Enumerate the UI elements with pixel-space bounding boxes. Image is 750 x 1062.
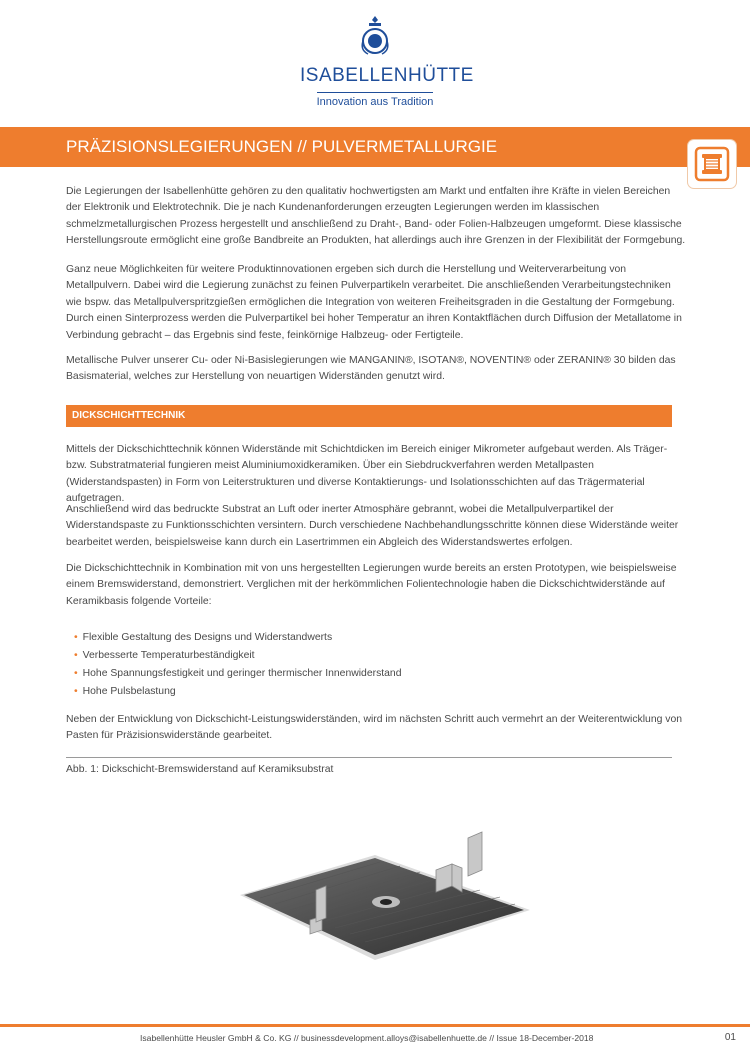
crest-icon	[358, 14, 392, 58]
bullet-icon: •	[74, 686, 78, 697]
list-item	[74, 647, 401, 665]
company-logo	[300, 14, 474, 110]
bullet-icon: •	[74, 668, 78, 679]
page-banner	[0, 127, 750, 167]
footer-divider	[0, 1024, 750, 1027]
intro-paragraph-3: Metallische Pulver unserer Cu- oder Ni-Basislegierungen wie MANGANIN®, ISOTAN®, NOVENTIN® oder ZERANIN® 30 bilden das Basismaterial, welches zur Herstellung von neuartigen Widerständen genutzt wird.	[66, 355, 676, 383]
brand-name: ISABELLENHÜTTE	[300, 65, 474, 86]
page-number: 01	[724, 1032, 736, 1043]
intro-paragraph-2: Ganz neue Möglichkeiten für weitere Produktinnovationen ergeben sich durch die Herstellung und Weiterverarbeitung von Metallpulvern. Dabei wird die Legierung zunächst zu feinen Pulverpartikeln verarbeitet. Die anschließenden Verarbeitungstechniken wie bspw. das Metallpulverspritzgießen ermöglichen die Integration von weiteren Freiheitsgraden in die Gestaltung der Formgebung. Durch einen Sinterprozess werden die Pulverpartikel bei hoher Temperatur an ihren Kontaktflächen durch Diffusion der Metallatome in Verbindung gebracht – das Ergebnis sind feste, feinkörnige Halbzeug- oder Fertigteile.	[66, 264, 682, 341]
list-item	[74, 629, 401, 647]
section-paragraph-3: Die Dickschichttechnik in Kombination mit von uns hergestellten Legierungen wurde bereits an ersten Prototypen, wie beispielsweise einem Bremswiderstand, demonstriert. Verglichen mit der herkömmlichen Folientechnologie haben die Dickschichtwiderstände auf Keramikbasis folgende Vorteile:	[66, 563, 677, 607]
figure-caption: Abb. 1: Dickschicht-Bremswiderstand auf Keramiksubstrat	[66, 764, 334, 775]
divider	[66, 757, 672, 758]
section-paragraph-1: Mittels der Dickschichttechnik können Widerstände mit Schichtdicken im Bereich einiger Mikrometer aufgebaut werden. Als Träger- bzw. Substratmaterial fungieren meist Aluminiumoxidkeramiken. Über ein Siebdruckverfahren werden Metallpasten (Widerstandspasten) in Form von Leiterstrukturen und diverse Kontaktierungs- und Isolationsschichten auf das Trägermaterial aufgetragen.	[66, 444, 668, 505]
resistor-photo	[200, 800, 560, 980]
banner-icon-box	[688, 140, 736, 188]
bullet-icon: •	[74, 650, 78, 661]
wire-spool-icon	[688, 140, 736, 188]
section-paragraph-4: Neben der Entwicklung von Dickschicht-Leistungswiderständen, wird im nächsten Schritt auch vermehrt an der Weiterentwicklung von Pasten für Präzisionswiderstände gearbeitet.	[66, 714, 683, 742]
brand-tagline: Innovation aus Tradition	[317, 92, 434, 108]
section-title: DICKSCHICHTTECHNIK	[72, 410, 186, 421]
list-item-text: Hohe Spannungsfestigkeit und geringer thermischer Innenwiderstand	[82, 668, 402, 679]
bullet-icon: •	[74, 632, 78, 643]
advantages-list	[74, 629, 401, 701]
section-paragraph-2: Anschließend wird das bedruckte Substrat an Luft oder inerter Atmosphäre gebrannt, wobei die Metallpulverpartikel der Widerstandspaste zu Funktionsschichten versintern. Durch verschiedene Nachbehandlungsschritte können diese Widerstände weiter bearbeitet werden, beispielsweise kann durch ein Lasertrimmen ein Abgleich des Widerstandswertes erfolgen.	[66, 504, 679, 548]
page-title: PRÄZISIONSLEGIERUNGEN // PULVERMETALLURGIE	[66, 137, 498, 156]
list-item-text: Hohe Pulsbelastung	[82, 686, 176, 697]
section-heading	[66, 405, 672, 427]
list-item	[74, 683, 401, 701]
intro-paragraph-1: Die Legierungen der Isabellenhütte gehören zu den qualitativ hochwertigsten am Markt und entfalten ihre Kräfte in vielen Bereichen der Elektronik und Elektrotechnik. Die je nach Kundenanforderungen erzeugten Legierungen werden im klassischen schmelzmetallurgischen Prozess hergestellt und anschließend zu Draht-, Band- oder Folien-Halbzeugen umgeformt. Diese klassische Herstellungsroute ermöglicht eine große Bandbreite an Produkten, hat allerdings auch ihre Grenzen in der Flexibilität der Formgebung.	[66, 186, 686, 247]
list-item	[74, 665, 401, 683]
footer-text: Isabellenhütte Heusler GmbH & Co. KG // businessdevelopment.alloys@isabellenhuette.de // Issue 18-December-2018	[140, 1033, 594, 1043]
list-item-text: Verbesserte Temperaturbeständigkeit	[82, 650, 255, 661]
list-item-text: Flexible Gestaltung des Designs und Widerstandwerts	[82, 632, 333, 643]
